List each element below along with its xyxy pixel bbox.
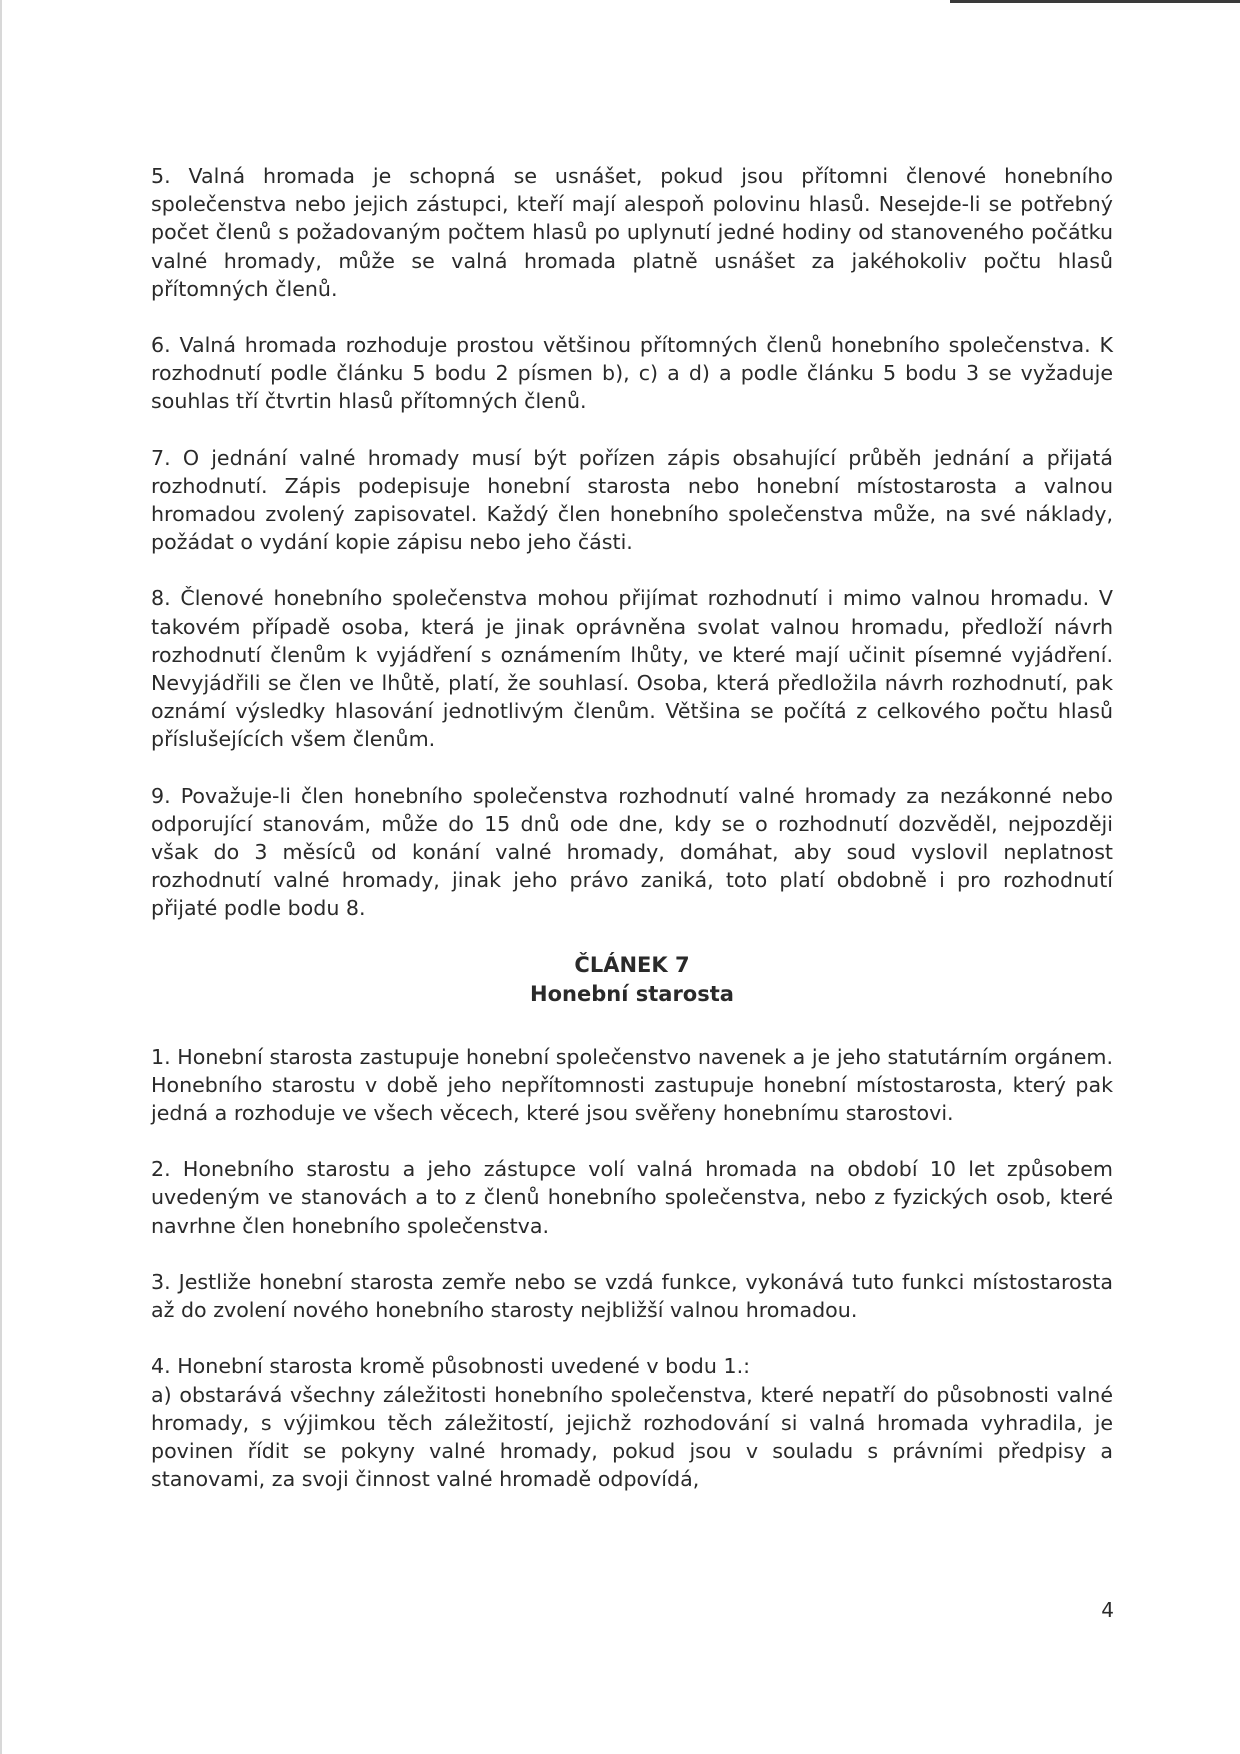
scan-edge-top: [950, 0, 1240, 3]
article7-paragraph-4-intro: 4. Honební starosta kromě působnosti uvedené v bodu 1.:: [151, 1354, 751, 1379]
article-heading: [151, 951, 1113, 1009]
paragraph-6: 6. Valná hromada rozhoduje prostou většinou přítomných členů honebního společenstva. K rozhodnutí podle článku 5 bodu 2 písmen b), c) a d) a podle článku 5 bodu 3 se vyžaduje souhlas tří čtvrtin hlasů přítomných členů.: [151, 333, 1113, 414]
article-number: ČLÁNEK 7: [574, 952, 690, 977]
document-page-content: [151, 162, 1113, 1521]
article7-paragraph-3: 3. Jestliže honební starosta zemře nebo se vzdá funkce, vykonává tuto funkci místostarosta až do zvolení nového honebního starosty nejbližší valnou hromadou.: [151, 1269, 1113, 1323]
article-title: Honební starosta: [530, 981, 734, 1006]
article7-paragraph-1: 1. Honební starosta zastupuje honební společenstvo navenek a je jeho statutárním orgánem. Honebního starostu v době jeho nepřítomnosti zastupuje honební místostarosta, který pak jedná a rozhoduje ve všech věcech, které jsou svěřeny honebnímu starostovi.: [151, 1044, 1113, 1126]
paragraph-8: 8. Členové honebního společenstva mohou přijímat rozhodnutí i mimo valnou hromadu. V takovém případě osoba, která je jinak oprávněna svolat valnou hromadu, předloží návrh rozhodnutí členům k vyjádření s oznámením lhůty, ve které mají učinit písemné vyjádření. Nevyjádřili se člen ve lhůtě, platí, že souhlasí. Osoba, která předložila návrh rozhodnutí, pak oznámí výsledky hlasování jednotlivým členům. Většina se počítá z celkového počtu hlasů příslušejících všem členům.: [151, 586, 1113, 752]
paragraph-5: 5. Valná hromada je schopná se usnášet, pokud jsou přítomni členové honebního společenstva nebo jejich zástupci, kteří mají alespoň polovinu hlasů. Nesejde-li se potřebný počet členů s požadovaným počtem hlasů po uplynutí jedné hodiny od stanoveného počátku valné hromady, může se valná hromada platně usnášet za jakéhokoliv počtu hlasů přítomných členů.: [151, 164, 1113, 301]
paragraph-9: 9. Považuje-li člen honebního společenstva rozhodnutí valné hromady za nezákonné nebo odporující stanovám, může do 15 dnů ode dne, kdy se o rozhodnutí dozvěděl, nejpozději však do 3 měsíců od konání valné hromady, domáhat, aby soud vyslovil neplatnost rozhodnutí valné hromady, jinak jeho právo zaniká, toto platí obdobně i pro rozhodnutí přijaté podle bodu 8.: [151, 783, 1113, 921]
article7-paragraph-4-item-a: a) obstarává všechny záležitosti honebního společenstva, které nepatří do působnosti valné hromady, s výjimkou těch záležitostí, jejichž rozhodování si valná hromada vyhradila, je povinen řídit se pokyny valné hromady, pokud jsou v souladu s právními předpisy a stanovami, za svoji činnost valné hromadě odpovídá,: [151, 1382, 1113, 1492]
paragraph-7: 7. O jednání valné hromady musí být pořízen zápis obsahující průběh jednání a přijatá rozhodnutí. Zápis podepisuje honební starosta nebo honební místostarosta a valnou hromadou zvolený zapisovatel. Každý člen honebního společenstva může, na své náklady, požádat o vydání kopie zápisu nebo jeho části.: [151, 445, 1113, 555]
scan-edge-left: [0, 0, 2, 1754]
article7-paragraph-2: 2. Honebního starostu a jeho zástupce volí valná hromada na období 10 let způsobem uvedeným ve stanovách a to z členů honebního společenstva, nebo z fyzických osob, které navrhne člen honebního společenstva.: [151, 1157, 1113, 1238]
page-number: 4: [1101, 1598, 1114, 1622]
